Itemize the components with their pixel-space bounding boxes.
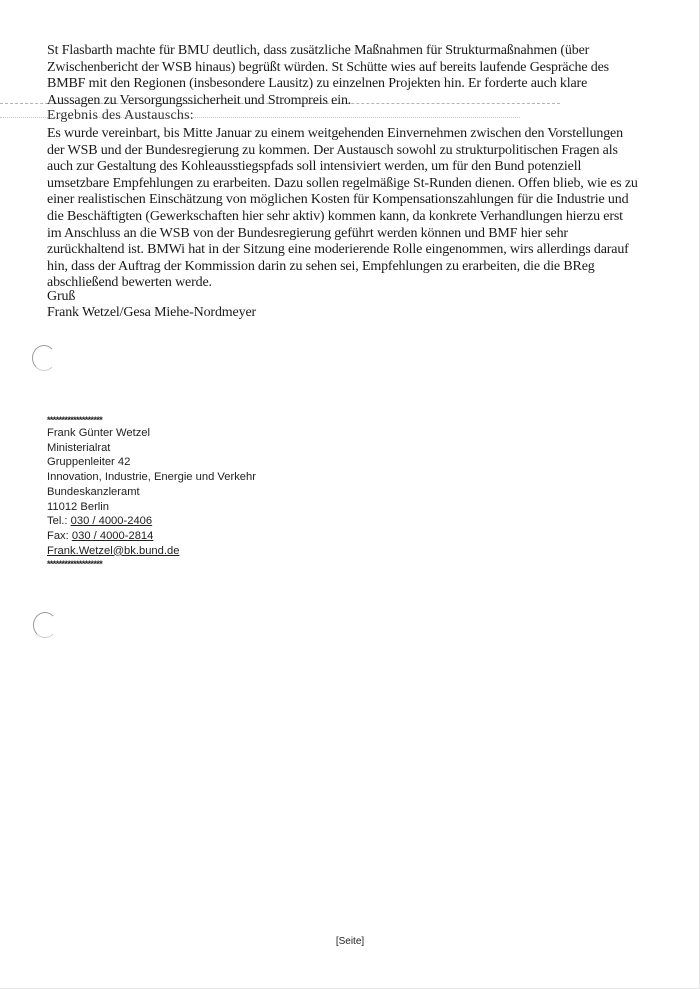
contact-office: Bundeskanzleramt bbox=[47, 485, 140, 498]
result-heading: Ergebnis des Austauschs: bbox=[47, 108, 194, 123]
contact-city: 11012 Berlin bbox=[47, 500, 109, 513]
paragraph-line: zurückhaltend ist. BMWi hat in der Sitzung eine moderierende Rolle eingenommen, wirs allerdings darauf bbox=[47, 242, 629, 258]
paragraph-line: Aussagen zu Versorgungssicherheit und Strompreis ein. bbox=[47, 92, 352, 108]
signature-names: Frank Wetzel/Gesa Miehe-Nordmeyer bbox=[47, 305, 257, 320]
paragraph-line: umsetzbare Empfehlungen zu erarbeiten. Dazu sollen regelmäßige St-Runden dienen. Offen blieb, wie es zu bbox=[47, 175, 638, 191]
punch-hole-mark bbox=[33, 612, 57, 638]
paragraph-result bbox=[47, 126, 672, 292]
paragraph-line: die Beschäftigten (Gewerkschaften hier sehr aktiv) kommen kann, da konkrete Verhandlungen hierzu erst bbox=[47, 208, 623, 224]
paragraph-line: St Flasbarth machte für BMU deutlich, dass zusätzliche Maßnahmen für Strukturmaßnahmen (über bbox=[47, 43, 590, 58]
paragraph-line: einer realistischen Einschätzung von möglichen Kosten für Kompensationszahlungen für die Industrie und bbox=[47, 192, 629, 208]
contact-name: Frank Günter Wetzel bbox=[47, 427, 151, 439]
paragraph-line: auch zur Gestaltung des Kohleausstiegspfads soll intensiviert werden, um für den Bund potenziell bbox=[47, 159, 582, 175]
paragraph-line: hin, dass der Auftrag der Kommission darin zu sehen sei, Empfehlungen zu erarbeiten, die die BReg bbox=[47, 258, 595, 274]
fax-label: Fax: bbox=[47, 529, 72, 542]
contact-fax-row bbox=[47, 529, 256, 544]
contact-signature-block bbox=[47, 414, 256, 570]
contact-title: Ministerialrat bbox=[47, 441, 111, 454]
phone-label: Tel.: bbox=[47, 515, 71, 528]
contact-position: Gruppenleiter 42 bbox=[47, 456, 131, 469]
paragraph-line: im Anschluss an die WSB von der Bundesregierung geführt werden können und BMF hier sehr bbox=[47, 225, 568, 241]
stars-divider: ******************* bbox=[47, 559, 103, 570]
paragraph-line: Zwischenbericht der WSB hinaus) begrüßt würden. St Schütte wies auf bereits laufende Gespräche des bbox=[47, 59, 609, 75]
contact-group: Innovation, Industrie, Energie und Verkehr bbox=[47, 471, 256, 484]
paragraph-line: der WSB und der Bundesregierung zu kommen. Der Austausch sowohl zu strukturpolitischen Fragen als bbox=[47, 142, 618, 158]
paragraph-line: abschließend bewerten werde. bbox=[47, 275, 212, 291]
page-footer-label: [Seite] bbox=[335, 936, 365, 947]
fax-link[interactable]: 030 / 4000-2814 bbox=[71, 529, 154, 542]
paragraph-line: BMBF mit den Regionen (insbesondere Lausitz) zu einzelnen Projekten hin. Er forderte auch klare bbox=[47, 76, 588, 92]
email-link[interactable]: Frank.Wetzel@bk.bund.de bbox=[47, 544, 180, 557]
paragraph-line: Es wurde vereinbart, bis Mitte Januar zu einem weitgehenden Einvernehmen zwischen den Vorstellungen bbox=[47, 126, 623, 141]
paragraph-statements bbox=[47, 43, 672, 109]
stars-divider: ******************* bbox=[47, 415, 103, 425]
contact-phone-row bbox=[47, 514, 256, 529]
punch-hole-mark bbox=[32, 345, 56, 371]
phone-link[interactable]: 030 / 4000-2406 bbox=[70, 515, 153, 528]
closing-greeting: Gruß bbox=[47, 289, 76, 304]
